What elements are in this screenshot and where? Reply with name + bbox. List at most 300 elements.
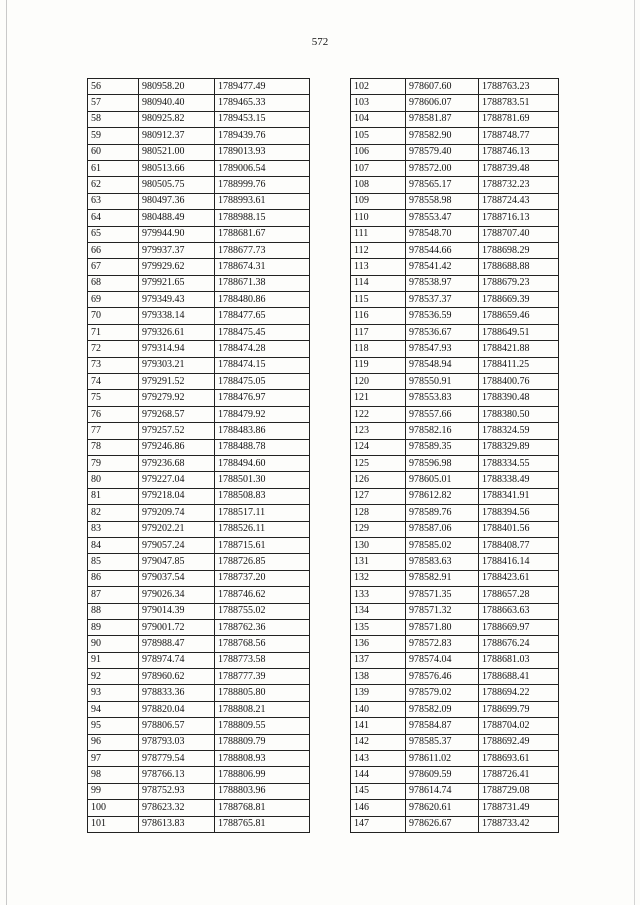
y-coordinate-cell: 1788679.23: [479, 275, 559, 291]
y-coordinate-cell: 1788698.29: [479, 242, 559, 258]
x-coordinate-cell: 979929.62: [139, 259, 215, 275]
table-row: [88, 767, 310, 783]
table-row: [88, 341, 310, 357]
point-number-cell: 105: [351, 128, 406, 144]
x-coordinate-cell: 979057.24: [139, 537, 215, 553]
y-coordinate-cell: 1788781.69: [479, 111, 559, 127]
point-number-cell: 109: [351, 193, 406, 209]
point-number-cell: 104: [351, 111, 406, 127]
y-coordinate-cell: 1788676.24: [479, 636, 559, 652]
y-coordinate-cell: 1788809.79: [215, 734, 310, 750]
table-row: [88, 144, 310, 160]
x-coordinate-cell: 978582.91: [406, 570, 479, 586]
point-number-cell: 66: [88, 242, 139, 258]
table-row: [88, 177, 310, 193]
x-coordinate-cell: 978793.03: [139, 734, 215, 750]
x-coordinate-cell: 978579.40: [406, 144, 479, 160]
y-coordinate-cell: 1788724.43: [479, 193, 559, 209]
table-row: [88, 324, 310, 340]
x-coordinate-cell: 978582.09: [406, 701, 479, 717]
y-coordinate-cell: 1788694.22: [479, 685, 559, 701]
point-number-cell: 116: [351, 308, 406, 324]
x-coordinate-cell: 978607.60: [406, 79, 479, 95]
x-coordinate-cell: 978576.46: [406, 669, 479, 685]
y-coordinate-cell: 1788715.61: [215, 537, 310, 553]
y-coordinate-cell: 1788726.85: [215, 554, 310, 570]
table-row: [88, 505, 310, 521]
y-coordinate-cell: 1788669.39: [479, 292, 559, 308]
table-row: [88, 734, 310, 750]
x-coordinate-cell: 978582.90: [406, 128, 479, 144]
point-number-cell: 98: [88, 767, 139, 783]
point-number-cell: 118: [351, 341, 406, 357]
y-coordinate-cell: 1788783.51: [479, 95, 559, 111]
x-coordinate-cell: 980497.36: [139, 193, 215, 209]
point-number-cell: 121: [351, 390, 406, 406]
point-number-cell: 126: [351, 472, 406, 488]
point-number-cell: 130: [351, 537, 406, 553]
point-number-cell: 133: [351, 587, 406, 603]
table-row: [351, 95, 559, 111]
x-coordinate-cell: 978613.83: [139, 816, 215, 832]
table-row: [88, 718, 310, 734]
y-coordinate-cell: 1788411.25: [479, 357, 559, 373]
table-row: [351, 652, 559, 668]
x-coordinate-cell: 979921.65: [139, 275, 215, 291]
table-row: [351, 160, 559, 176]
y-coordinate-cell: 1788737.20: [215, 570, 310, 586]
table-row: [351, 144, 559, 160]
y-coordinate-cell: 1788729.08: [479, 783, 559, 799]
x-coordinate-cell: 978589.76: [406, 505, 479, 521]
x-coordinate-cell: 978538.97: [406, 275, 479, 291]
x-coordinate-cell: 978553.83: [406, 390, 479, 406]
x-coordinate-cell: 978626.67: [406, 816, 479, 832]
point-number-cell: 123: [351, 423, 406, 439]
point-number-cell: 102: [351, 79, 406, 95]
table-row: [351, 488, 559, 504]
y-coordinate-cell: 1788657.28: [479, 587, 559, 603]
x-coordinate-cell: 978612.82: [406, 488, 479, 504]
x-coordinate-cell: 980521.00: [139, 144, 215, 160]
table-row: [351, 193, 559, 209]
point-number-cell: 87: [88, 587, 139, 603]
point-number-cell: 97: [88, 751, 139, 767]
y-coordinate-cell: 1788334.55: [479, 455, 559, 471]
table-row: [351, 472, 559, 488]
y-coordinate-cell: 1788768.56: [215, 636, 310, 652]
x-coordinate-cell: 979202.21: [139, 521, 215, 537]
y-coordinate-cell: 1788401.56: [479, 521, 559, 537]
x-coordinate-cell: 978536.59: [406, 308, 479, 324]
table-row: [88, 652, 310, 668]
table-row: [351, 751, 559, 767]
x-coordinate-cell: 980912.37: [139, 128, 215, 144]
table-row: [351, 570, 559, 586]
x-coordinate-cell: 978988.47: [139, 636, 215, 652]
y-coordinate-cell: 1788408.77: [479, 537, 559, 553]
table-row: [88, 800, 310, 816]
table-row: [351, 816, 559, 832]
point-number-cell: 85: [88, 554, 139, 570]
point-number-cell: 101: [88, 816, 139, 832]
x-coordinate-cell: 978553.47: [406, 210, 479, 226]
table-row: [351, 767, 559, 783]
point-number-cell: 111: [351, 226, 406, 242]
point-number-cell: 59: [88, 128, 139, 144]
point-number-cell: 63: [88, 193, 139, 209]
point-number-cell: 64: [88, 210, 139, 226]
table-row: [88, 570, 310, 586]
point-number-cell: 79: [88, 455, 139, 471]
y-coordinate-cell: 1788763.23: [479, 79, 559, 95]
point-number-cell: 65: [88, 226, 139, 242]
x-coordinate-cell: 978585.37: [406, 734, 479, 750]
point-number-cell: 95: [88, 718, 139, 734]
y-coordinate-cell: 1788671.38: [215, 275, 310, 291]
table-row: [88, 619, 310, 635]
x-coordinate-cell: 978548.70: [406, 226, 479, 242]
table-row: [351, 554, 559, 570]
y-coordinate-cell: 1788707.40: [479, 226, 559, 242]
page-number: 572: [311, 36, 329, 48]
y-coordinate-cell: 1788663.63: [479, 603, 559, 619]
x-coordinate-cell: 979257.52: [139, 423, 215, 439]
x-coordinate-cell: 978557.66: [406, 406, 479, 422]
table-row: [88, 488, 310, 504]
point-number-cell: 125: [351, 455, 406, 471]
y-coordinate-cell: 1788688.88: [479, 259, 559, 275]
table-row: [351, 357, 559, 373]
point-number-cell: 58: [88, 111, 139, 127]
y-coordinate-cell: 1789477.49: [215, 79, 310, 95]
table-row: [351, 800, 559, 816]
point-number-cell: 135: [351, 619, 406, 635]
point-number-cell: 108: [351, 177, 406, 193]
x-coordinate-cell: 979218.04: [139, 488, 215, 504]
table-row: [351, 521, 559, 537]
y-coordinate-cell: 1788674.31: [215, 259, 310, 275]
x-coordinate-cell: 980925.82: [139, 111, 215, 127]
point-number-cell: 88: [88, 603, 139, 619]
table-row: [88, 751, 310, 767]
x-coordinate-cell: 979014.39: [139, 603, 215, 619]
y-coordinate-cell: 1788659.46: [479, 308, 559, 324]
x-coordinate-cell: 978614.74: [406, 783, 479, 799]
x-coordinate-cell: 978571.32: [406, 603, 479, 619]
table-row: [351, 259, 559, 275]
x-coordinate-cell: 979047.85: [139, 554, 215, 570]
y-coordinate-cell: 1788400.76: [479, 374, 559, 390]
point-number-cell: 100: [88, 800, 139, 816]
x-coordinate-cell: 979291.52: [139, 374, 215, 390]
y-coordinate-cell: 1788494.60: [215, 455, 310, 471]
table-row: [351, 177, 559, 193]
y-coordinate-cell: 1788993.61: [215, 193, 310, 209]
point-number-cell: 145: [351, 783, 406, 799]
x-coordinate-cell: 980513.66: [139, 160, 215, 176]
x-coordinate-cell: 978596.98: [406, 455, 479, 471]
table-row: [351, 111, 559, 127]
table-row: [351, 308, 559, 324]
x-coordinate-cell: 979236.68: [139, 455, 215, 471]
point-number-cell: 137: [351, 652, 406, 668]
x-coordinate-cell: 978623.32: [139, 800, 215, 816]
x-coordinate-cell: 979326.61: [139, 324, 215, 340]
table-body-right: [351, 79, 559, 833]
point-number-cell: 83: [88, 521, 139, 537]
y-coordinate-cell: 1788421.88: [479, 341, 559, 357]
table-row: [88, 537, 310, 553]
x-coordinate-cell: 978766.13: [139, 767, 215, 783]
x-coordinate-cell: 980940.40: [139, 95, 215, 111]
table-row: [351, 406, 559, 422]
y-coordinate-cell: 1788517.11: [215, 505, 310, 521]
x-coordinate-cell: 978574.04: [406, 652, 479, 668]
x-coordinate-cell: 979246.86: [139, 439, 215, 455]
y-coordinate-cell: 1788988.15: [215, 210, 310, 226]
y-coordinate-cell: 1788726.41: [479, 767, 559, 783]
point-number-cell: 93: [88, 685, 139, 701]
table-row: [351, 242, 559, 258]
x-coordinate-cell: 978974.74: [139, 652, 215, 668]
point-number-cell: 91: [88, 652, 139, 668]
point-number-cell: 71: [88, 324, 139, 340]
table-row: [351, 603, 559, 619]
y-coordinate-cell: 1788479.92: [215, 406, 310, 422]
y-coordinate-cell: 1788508.83: [215, 488, 310, 504]
y-coordinate-cell: 1788338.49: [479, 472, 559, 488]
x-coordinate-cell: 978544.66: [406, 242, 479, 258]
y-coordinate-cell: 1788380.50: [479, 406, 559, 422]
x-coordinate-cell: 978582.16: [406, 423, 479, 439]
y-coordinate-cell: 1788733.42: [479, 816, 559, 832]
y-coordinate-cell: 1788474.28: [215, 341, 310, 357]
y-coordinate-cell: 1788716.13: [479, 210, 559, 226]
x-coordinate-cell: 980958.20: [139, 79, 215, 95]
x-coordinate-cell: 980505.75: [139, 177, 215, 193]
y-coordinate-cell: 1788803.96: [215, 783, 310, 799]
table-row: [88, 275, 310, 291]
point-number-cell: 122: [351, 406, 406, 422]
table-row: [351, 701, 559, 717]
x-coordinate-cell: 979314.94: [139, 341, 215, 357]
table-row: [88, 128, 310, 144]
table-row: [88, 669, 310, 685]
table-row: [351, 226, 559, 242]
y-coordinate-cell: 1788809.55: [215, 718, 310, 734]
y-coordinate-cell: 1788732.23: [479, 177, 559, 193]
y-coordinate-cell: 1788681.67: [215, 226, 310, 242]
table-row: [351, 619, 559, 635]
y-coordinate-cell: 1788765.81: [215, 816, 310, 832]
y-coordinate-cell: 1788416.14: [479, 554, 559, 570]
x-coordinate-cell: 978606.07: [406, 95, 479, 111]
table-row: [351, 439, 559, 455]
table-row: [88, 406, 310, 422]
y-coordinate-cell: 1788777.39: [215, 669, 310, 685]
y-coordinate-cell: 1788692.49: [479, 734, 559, 750]
point-number-cell: 110: [351, 210, 406, 226]
table-row: [88, 521, 310, 537]
y-coordinate-cell: 1788739.48: [479, 160, 559, 176]
x-coordinate-cell: 979944.90: [139, 226, 215, 242]
table-row: [351, 324, 559, 340]
point-number-cell: 119: [351, 357, 406, 373]
table-row: [351, 685, 559, 701]
point-number-cell: 82: [88, 505, 139, 521]
point-number-cell: 106: [351, 144, 406, 160]
point-number-cell: 76: [88, 406, 139, 422]
x-coordinate-cell: 978583.63: [406, 554, 479, 570]
table-row: [351, 79, 559, 95]
x-coordinate-cell: 978565.17: [406, 177, 479, 193]
coordinate-table-left: [87, 78, 310, 833]
point-number-cell: 94: [88, 701, 139, 717]
y-coordinate-cell: 1788755.02: [215, 603, 310, 619]
table-row: [88, 210, 310, 226]
x-coordinate-cell: 978833.36: [139, 685, 215, 701]
point-number-cell: 74: [88, 374, 139, 390]
y-coordinate-cell: 1789006.54: [215, 160, 310, 176]
table-row: [88, 111, 310, 127]
x-coordinate-cell: 978572.00: [406, 160, 479, 176]
coordinate-table-right: [350, 78, 559, 833]
y-coordinate-cell: 1788526.11: [215, 521, 310, 537]
x-coordinate-cell: 978584.87: [406, 718, 479, 734]
table-row: [88, 685, 310, 701]
point-number-cell: 103: [351, 95, 406, 111]
point-number-cell: 56: [88, 79, 139, 95]
point-number-cell: 114: [351, 275, 406, 291]
table-row: [351, 734, 559, 750]
scan-edge-left: [6, 0, 7, 905]
point-number-cell: 99: [88, 783, 139, 799]
table-row: [351, 537, 559, 553]
table-row: [351, 783, 559, 799]
table-row: [351, 374, 559, 390]
table-row: [351, 341, 559, 357]
y-coordinate-cell: 1788688.41: [479, 669, 559, 685]
point-number-cell: 69: [88, 292, 139, 308]
x-coordinate-cell: 978581.87: [406, 111, 479, 127]
point-number-cell: 80: [88, 472, 139, 488]
table-body-left: [88, 79, 310, 833]
y-coordinate-cell: 1788681.03: [479, 652, 559, 668]
y-coordinate-cell: 1788773.58: [215, 652, 310, 668]
y-coordinate-cell: 1788704.02: [479, 718, 559, 734]
point-number-cell: 77: [88, 423, 139, 439]
y-coordinate-cell: 1788669.97: [479, 619, 559, 635]
point-number-cell: 143: [351, 751, 406, 767]
x-coordinate-cell: 978806.57: [139, 718, 215, 734]
y-coordinate-cell: 1788390.48: [479, 390, 559, 406]
x-coordinate-cell: 979209.74: [139, 505, 215, 521]
y-coordinate-cell: 1788808.21: [215, 701, 310, 717]
y-coordinate-cell: 1788483.86: [215, 423, 310, 439]
table-row: [88, 587, 310, 603]
point-number-cell: 131: [351, 554, 406, 570]
point-number-cell: 62: [88, 177, 139, 193]
y-coordinate-cell: 1788477.65: [215, 308, 310, 324]
table-row: [88, 226, 310, 242]
table-row: [88, 472, 310, 488]
y-coordinate-cell: 1788501.30: [215, 472, 310, 488]
x-coordinate-cell: 979349.43: [139, 292, 215, 308]
y-coordinate-cell: 1788762.36: [215, 619, 310, 635]
table-row: [88, 259, 310, 275]
point-number-cell: 132: [351, 570, 406, 586]
x-coordinate-cell: 978579.02: [406, 685, 479, 701]
table-row: [351, 718, 559, 734]
point-number-cell: 140: [351, 701, 406, 717]
point-number-cell: 124: [351, 439, 406, 455]
x-coordinate-cell: 979037.54: [139, 570, 215, 586]
point-number-cell: 129: [351, 521, 406, 537]
point-number-cell: 57: [88, 95, 139, 111]
x-coordinate-cell: 979279.92: [139, 390, 215, 406]
table-row: [88, 783, 310, 799]
x-coordinate-cell: 979937.37: [139, 242, 215, 258]
point-number-cell: 73: [88, 357, 139, 373]
x-coordinate-cell: 978572.83: [406, 636, 479, 652]
x-coordinate-cell: 978605.01: [406, 472, 479, 488]
y-coordinate-cell: 1788324.59: [479, 423, 559, 439]
y-coordinate-cell: 1788808.93: [215, 751, 310, 767]
point-number-cell: 128: [351, 505, 406, 521]
point-number-cell: 96: [88, 734, 139, 750]
x-coordinate-cell: 978960.62: [139, 669, 215, 685]
x-coordinate-cell: 980488.49: [139, 210, 215, 226]
x-coordinate-cell: 978541.42: [406, 259, 479, 275]
table-row: [88, 95, 310, 111]
point-number-cell: 92: [88, 669, 139, 685]
y-coordinate-cell: 1788329.89: [479, 439, 559, 455]
point-number-cell: 84: [88, 537, 139, 553]
point-number-cell: 141: [351, 718, 406, 734]
x-coordinate-cell: 979026.34: [139, 587, 215, 603]
y-coordinate-cell: 1788768.81: [215, 800, 310, 816]
x-coordinate-cell: 978587.06: [406, 521, 479, 537]
point-number-cell: 117: [351, 324, 406, 340]
y-coordinate-cell: 1788394.56: [479, 505, 559, 521]
x-coordinate-cell: 979227.04: [139, 472, 215, 488]
y-coordinate-cell: 1788677.73: [215, 242, 310, 258]
table-row: [88, 193, 310, 209]
y-coordinate-cell: 1788480.86: [215, 292, 310, 308]
x-coordinate-cell: 978571.80: [406, 619, 479, 635]
x-coordinate-cell: 978609.59: [406, 767, 479, 783]
table-row: [88, 374, 310, 390]
x-coordinate-cell: 978620.61: [406, 800, 479, 816]
y-coordinate-cell: 1789013.93: [215, 144, 310, 160]
table-row: [88, 308, 310, 324]
y-coordinate-cell: 1788746.62: [215, 587, 310, 603]
point-number-cell: 138: [351, 669, 406, 685]
point-number-cell: 90: [88, 636, 139, 652]
x-coordinate-cell: 978558.98: [406, 193, 479, 209]
point-number-cell: 107: [351, 160, 406, 176]
point-number-cell: 146: [351, 800, 406, 816]
y-coordinate-cell: 1788746.13: [479, 144, 559, 160]
x-coordinate-cell: 978752.93: [139, 783, 215, 799]
x-coordinate-cell: 978820.04: [139, 701, 215, 717]
point-number-cell: 144: [351, 767, 406, 783]
table-row: [88, 390, 310, 406]
table-row: [351, 390, 559, 406]
x-coordinate-cell: 979338.14: [139, 308, 215, 324]
x-coordinate-cell: 978589.35: [406, 439, 479, 455]
